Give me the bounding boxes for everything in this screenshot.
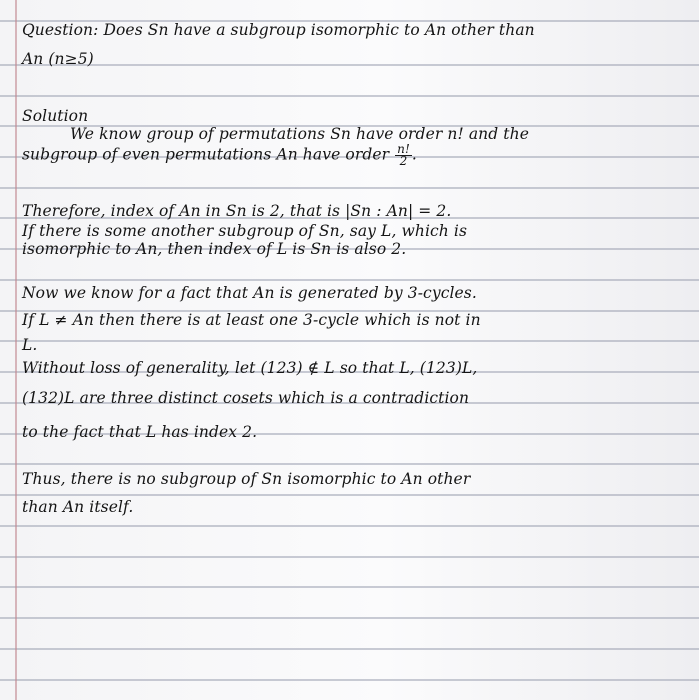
question-line-2: An (n≥5)	[22, 50, 94, 68]
solution-line-2-text: subgroup of even permutations An have order	[22, 145, 390, 164]
solution-line-3: Therefore, index of An in Sn is 2, that is |Sn : An| = 2.	[22, 202, 452, 220]
solution-line-1: We know group of permutations Sn have order n! and the	[70, 125, 529, 143]
question-line-1: Question: Does Sn have a subgroup isomorphic to An other than	[22, 21, 535, 39]
solution-line-10: (132)L are three distinct cosets which is a contradiction	[22, 389, 470, 407]
solution-heading: Solution	[22, 107, 89, 125]
solution-line-13: than An itself.	[22, 498, 134, 516]
solution-line-11: to the fact that L has index 2.	[22, 423, 258, 441]
solution-line-7: If L ≠ An then there is at least one 3-cycle which is not in	[22, 311, 481, 329]
order-fraction	[395, 144, 412, 167]
fraction-numerator: n!	[397, 142, 410, 156]
solution-line-4: If there is some another subgroup of Sn, say L, which is	[22, 222, 468, 240]
fraction-period: .	[411, 145, 417, 164]
fraction-denominator: 2	[399, 154, 408, 168]
solution-line-12: Thus, there is no subgroup of Sn isomorphic to An other	[22, 470, 471, 488]
solution-line-2	[22, 144, 417, 167]
solution-line-9: Without loss of generality, let (123) ∉ L so that L, (123)L,	[22, 359, 478, 377]
solution-line-5: isomorphic to An, then index of L is Sn is also 2.	[22, 240, 407, 258]
solution-line-8: L.	[22, 336, 38, 354]
solution-line-6: Now we know for a fact that An is generated by 3-cycles.	[22, 284, 477, 302]
